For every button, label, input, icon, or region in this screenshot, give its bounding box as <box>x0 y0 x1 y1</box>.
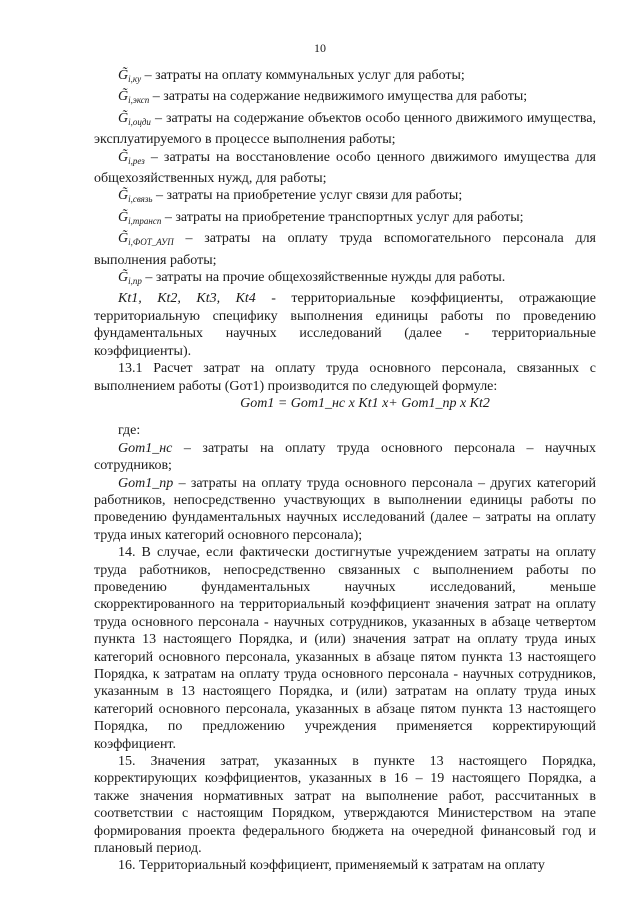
definition-symbol: Gот1_нс <box>118 440 173 456</box>
paragraph-16: 16. Территориальный коэффициент, применяемый к затратам на оплату <box>118 858 545 874</box>
definition-text: – затраты на оплату труда вспомогательного персонала для выполнения работы; <box>94 231 596 268</box>
definition-subscript: i,рез <box>128 155 145 166</box>
definition-item <box>94 187 596 208</box>
definition-subscript: i,трансп <box>128 215 162 226</box>
definition-text: – затраты на прочие общехозяйственные нужды для работы. <box>141 270 506 286</box>
definition-item <box>94 230 596 269</box>
definition-symbol: G̃ <box>118 68 129 83</box>
paragraph-13-1: 13.1 Расчет затрат на оплату труда основного персонала, связанных с выполнением работы (Gот1) производится по следующей формуле: <box>94 361 596 394</box>
definition-subscript: i,ФОТ_АУП <box>128 237 174 248</box>
definition-item <box>94 149 596 188</box>
definition-subscript: i,ку <box>128 74 142 84</box>
definition-item <box>94 110 596 149</box>
paragraph-15: 15. Значения затрат, указанных в пункте 13 настоящего Порядка, корректирующих коэффициентов, указанных в 16 – 19 настоящего Порядка, а также значения нормативных затрат на выполнение работ, рассчитанных в соответствии с настоящим Порядком, утверждаются Министерством на этапе формирования проекта федерального бюджета на очередной финансовый год и плановый период. <box>94 754 596 857</box>
coefficients-paragraph <box>94 290 596 360</box>
definition-got1-nc <box>94 440 596 475</box>
definition-text: – затраты на оплату труда основного персонала – научных сотрудников; <box>94 440 596 474</box>
page-number: 10 <box>314 41 326 55</box>
definition-subscript: i,оцди <box>128 116 151 127</box>
formula-got1: Gот1 = Gот1_нс x Kt1 x+ Gот1_пр x Kt2 <box>240 395 490 411</box>
definition-subscript: i,эксп <box>128 95 150 106</box>
definition-symbol: Gот1_пр <box>118 475 174 491</box>
definition-symbol: G̃ <box>118 89 129 105</box>
coefficients-text: - территориальные коэффициенты, отражающие территориальную специфику выполнения единицы работы по проведению фундаментальных научных исследований (далее - территориальные коэффициенты). <box>94 291 596 359</box>
definition-symbol: G̃ <box>118 270 129 286</box>
definition-text: – затраты на оплату труда основного персонала – других категорий работников, непосредственно участвующих в выполнении единицы работы по проведению фундаментальных научных исследований (далее – затраты на оплату труда иных категорий основного персонала); <box>94 475 596 543</box>
definition-item <box>94 269 596 290</box>
definition-got1-pr <box>94 475 596 545</box>
document-body <box>94 67 596 875</box>
definition-text: – затраты на оплату коммунальных услуг для работы; <box>141 68 465 83</box>
paragraph-14: 14. В случае, если фактически достигнутые учреждением затраты на оплату труда работников, непосредственно связанных с выполнением работы по проведению фундаментальных научных исследований, меньше скорректированного на территориальный коэффициент значения затрат на оплату труда основного персонала - научных сотрудников, указанных в абзаце четвертом пункта 13 настоящего Порядка, и (или) значения затрат на оплату труда иных категорий основного персонала, указанных в абзаце пятом пункта 13 настоящего Порядка, к затратам на оплату труда основного персонала - научных сотрудников, указанным в 13 настоящего Порядка, и (или) затратам на оплату труда иных категорий основного персонала, указанных в абзаце пятом пункта 13 настоящего Порядка, по предложению учреждения применяется корректирующий коэффициент. <box>94 545 596 752</box>
definition-text: – затраты на содержание недвижимого имущества для работы; <box>149 89 528 105</box>
definition-symbol: G̃ <box>118 209 129 225</box>
definition-text: – затраты на содержание объектов особо ценного движимого имущества, эксплуатируемого в процессе выполнения работы; <box>94 110 596 148</box>
where-label: где: <box>118 423 141 439</box>
definition-text: – затраты на приобретение услуг связи для работы; <box>152 188 463 204</box>
definition-subscript: i,связь <box>128 194 153 205</box>
definition-text: – затраты на приобретение транспортных услуг для работы; <box>161 209 524 225</box>
coefficient-symbols: Kt1, Kt2, Kt3, Kt4 <box>118 291 256 307</box>
definition-text: – затраты на восстановление особо ценного движимого имущества для общехозяйственных нужд, для работы; <box>94 149 596 187</box>
definition-symbol: G̃ <box>118 110 129 126</box>
definition-symbol: G̃ <box>118 188 129 204</box>
definition-subscript: i,пр <box>128 276 142 287</box>
definition-item <box>94 88 596 109</box>
definition-item <box>94 209 596 230</box>
definition-symbol: G̃ <box>118 231 129 247</box>
definition-symbol: G̃ <box>118 149 129 165</box>
definition-item <box>94 67 596 88</box>
definitions-list <box>94 67 596 290</box>
